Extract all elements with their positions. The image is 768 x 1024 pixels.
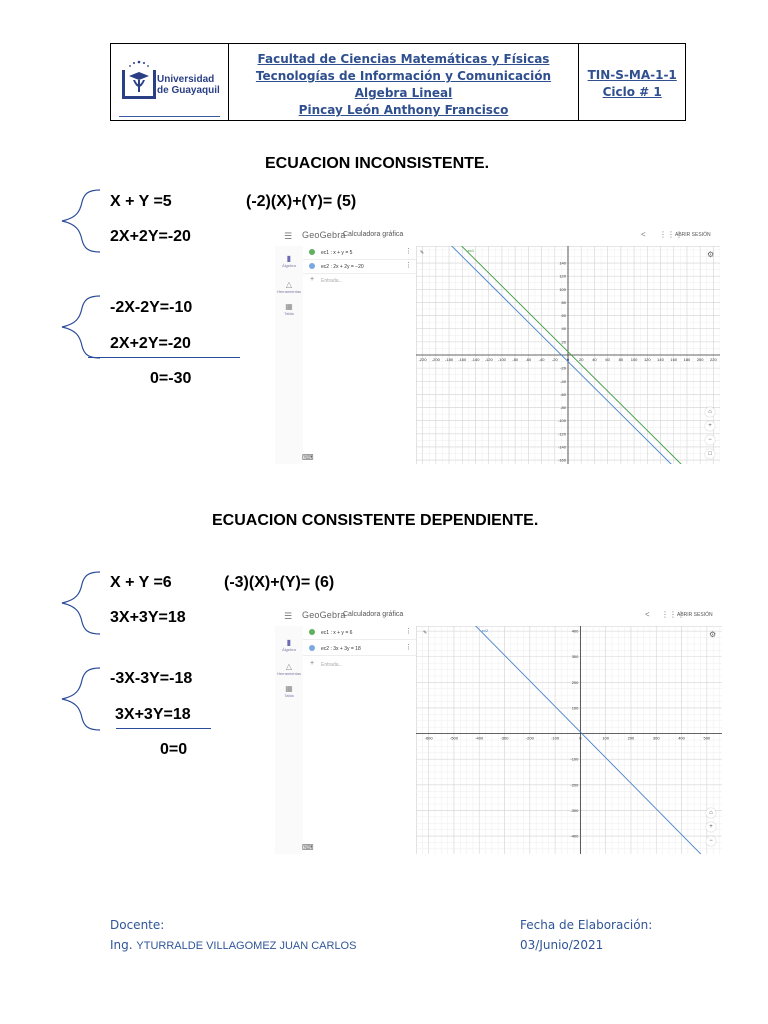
y-tick-label: 400 bbox=[571, 628, 579, 634]
fecha-value: 03/Junio/2021 bbox=[520, 938, 604, 952]
tools-icon: △ bbox=[285, 280, 293, 289]
section1-result: 0=-30 bbox=[150, 370, 192, 387]
plus-icon: + bbox=[310, 660, 315, 667]
course-code: TIN-S-MA-1-1 bbox=[587, 68, 677, 82]
y-tick-label: -100 bbox=[570, 756, 579, 762]
graphics-view-1 bbox=[416, 246, 720, 464]
x-tick-label: -180 bbox=[445, 357, 454, 362]
x-tick-label: 0 bbox=[566, 357, 570, 362]
logo-underline bbox=[119, 116, 220, 117]
sidebar-tools-label: Herramientas bbox=[276, 289, 301, 294]
geogebra-screenshot-1 bbox=[275, 226, 720, 464]
x-tick-label: -300 bbox=[500, 735, 509, 741]
docente-prefix: Ing. bbox=[110, 938, 133, 952]
x-tick-label: -600 bbox=[424, 735, 433, 741]
y-tick-label: 20 bbox=[561, 339, 566, 345]
section1-eq2: 2X+2Y=-20 bbox=[110, 228, 191, 245]
plus-icon: + bbox=[310, 276, 315, 283]
apps-grid-icon: ⋮⋮⋮ bbox=[661, 610, 685, 619]
student-name: Pincay León Anthony Francisco bbox=[298, 103, 509, 117]
section2-eq2: 3X+3Y=18 bbox=[110, 609, 186, 626]
cycle-number: Ciclo # 1 bbox=[602, 85, 662, 99]
university-name bbox=[157, 74, 220, 96]
x-tick-label: 160 bbox=[670, 357, 678, 362]
input-placeholder: Entrada... bbox=[321, 278, 343, 284]
visibility-dot bbox=[309, 629, 315, 635]
y-tick-label: 140 bbox=[559, 260, 566, 266]
x-tick-label: -60 bbox=[525, 357, 532, 362]
algebra-row-2 bbox=[303, 642, 416, 656]
algebra-view bbox=[303, 626, 417, 854]
university-name-line2: de Guayaquil bbox=[157, 85, 220, 96]
x-tick-label: -160 bbox=[458, 357, 467, 362]
graphics-view-2 bbox=[416, 626, 722, 854]
algebra-input-row bbox=[303, 274, 416, 287]
algebra-row-2 bbox=[303, 260, 416, 274]
geogebra-sidebar bbox=[275, 626, 304, 854]
y-tick-label: 60 bbox=[561, 313, 566, 319]
sidebar-algebra bbox=[275, 638, 303, 652]
brace-icon bbox=[58, 294, 102, 360]
x-tick-label: 500 bbox=[703, 735, 711, 741]
visibility-dot bbox=[309, 249, 315, 255]
tools-icon: △ bbox=[285, 662, 293, 671]
section1-eq1: X + Y =5 bbox=[110, 193, 172, 210]
university-name-line1: Universidad bbox=[157, 74, 215, 85]
x-tick-label: -40 bbox=[538, 357, 545, 362]
more-icon: ⋮ bbox=[405, 644, 412, 651]
career-name: Tecnologías de Información y Comunicación bbox=[255, 69, 552, 83]
more-icon: ⋮ bbox=[405, 628, 412, 635]
x-tick-label: 100 bbox=[630, 357, 638, 362]
y-tick-label: 40 bbox=[561, 326, 566, 332]
zoom-in-icon: + bbox=[706, 822, 716, 832]
plot2-group bbox=[416, 626, 722, 854]
x-tick-label: -140 bbox=[471, 357, 480, 362]
calculator-icon: ▮ bbox=[286, 254, 292, 263]
algebra-view bbox=[303, 246, 417, 464]
apps-grid-icon: ⋮⋮⋮ bbox=[659, 230, 683, 239]
x-tick-label: 120 bbox=[643, 357, 651, 362]
x-tick-label: -120 bbox=[484, 357, 493, 362]
sidebar-tools bbox=[275, 662, 303, 676]
x-tick-label: 200 bbox=[696, 357, 704, 362]
calculator-icon: ▮ bbox=[286, 638, 292, 647]
y-tick-label: -40 bbox=[560, 378, 566, 384]
app-name: Calculadora gráfica bbox=[343, 231, 404, 238]
header-code bbox=[579, 44, 685, 120]
brace-icon bbox=[58, 570, 102, 636]
y-tick-label: 100 bbox=[559, 286, 566, 292]
x-tick-label: -100 bbox=[497, 357, 506, 362]
section2-title: ECUACION CONSISTENTE DEPENDIENTE. bbox=[212, 512, 539, 529]
x-tick-label: -500 bbox=[449, 735, 458, 741]
x-tick-label: 200 bbox=[627, 735, 635, 741]
y-tick-label: -80 bbox=[560, 405, 566, 411]
geogebra-toolbar bbox=[275, 226, 720, 247]
header-titles bbox=[229, 44, 580, 120]
graph-style-icon: ✎ bbox=[420, 250, 425, 256]
y-tick-label: -60 bbox=[560, 391, 566, 397]
keyboard-icon: ⌨ bbox=[302, 453, 314, 462]
table-icon: ▦ bbox=[285, 684, 293, 693]
algebra-input-row bbox=[303, 658, 416, 671]
x-tick-label: 180 bbox=[683, 357, 691, 362]
x-tick-label: -200 bbox=[431, 357, 440, 362]
y-tick-label: -160 bbox=[557, 457, 566, 463]
visibility-dot bbox=[309, 263, 315, 269]
login-link: ABRIR SESIÓN bbox=[675, 232, 711, 238]
x-tick-label: 140 bbox=[657, 357, 664, 362]
plot1-group bbox=[416, 246, 720, 464]
settings-gear-icon: ⚙ bbox=[707, 250, 715, 259]
share-icon: < bbox=[641, 230, 646, 239]
graph-style-icon: ✎ bbox=[423, 630, 428, 636]
sidebar-algebra-label: Álgebra bbox=[282, 647, 296, 652]
x-tick-label: -80 bbox=[512, 357, 519, 362]
y-tick-label: -120 bbox=[557, 431, 566, 437]
section2-step2: 3X+3Y=18 bbox=[115, 706, 191, 723]
section2-step1: -3X-3Y=-18 bbox=[110, 670, 193, 687]
y-tick-label: 80 bbox=[561, 299, 566, 305]
section1-multiplier: (-2)(X)+(Y)= (5) bbox=[246, 193, 357, 210]
x-tick-label: 300 bbox=[652, 735, 660, 741]
line-label: ec2 bbox=[481, 628, 489, 633]
y-tick-label: -400 bbox=[570, 833, 579, 839]
sidebar-table bbox=[275, 684, 303, 698]
x-tick-label: -200 bbox=[525, 735, 534, 741]
menu-icon: ☰ bbox=[284, 611, 293, 621]
faculty-name: Facultad de Ciencias Matemáticas y Físicas bbox=[257, 52, 550, 66]
section2-multiplier: (-3)(X)+(Y)= (6) bbox=[224, 574, 335, 591]
subject-name: Algebra Lineal bbox=[354, 86, 453, 100]
section1-title: ECUACION INCONSISTENTE. bbox=[265, 155, 490, 172]
menu-icon: ☰ bbox=[284, 231, 293, 241]
x-tick-label: 60 bbox=[605, 357, 610, 362]
sidebar-table-label: Tabla bbox=[284, 693, 294, 698]
sidebar-tools bbox=[275, 280, 303, 294]
sidebar-algebra-label: Álgebra bbox=[282, 263, 296, 268]
more-icon: ⋮ bbox=[405, 248, 412, 255]
y-tick-label: -20 bbox=[560, 365, 566, 371]
input-placeholder: Entrada... bbox=[321, 662, 343, 668]
table-icon: ▦ bbox=[285, 302, 293, 311]
geogebra-brand: GeoGebra bbox=[302, 230, 346, 240]
logo-cell bbox=[111, 44, 229, 120]
fullscreen-icon: □ bbox=[705, 449, 715, 459]
x-tick-label: -220 bbox=[418, 357, 427, 362]
sum-line bbox=[116, 728, 211, 729]
home-icon: ⌂ bbox=[706, 808, 716, 818]
y-tick-label: 120 bbox=[559, 273, 566, 279]
x-tick-label: 100 bbox=[602, 735, 610, 741]
x-tick-label: 0 bbox=[579, 735, 582, 741]
x-tick-label: 220 bbox=[710, 357, 717, 362]
zoom-out-icon: − bbox=[705, 435, 715, 445]
docente-label: Docente: bbox=[110, 918, 165, 932]
section1-step2: 2X+2Y=-20 bbox=[110, 335, 191, 352]
share-icon: < bbox=[645, 610, 650, 619]
section2-result: 0=0 bbox=[160, 741, 188, 758]
home-icon: ⌂ bbox=[705, 407, 715, 417]
y-tick-label: 100 bbox=[571, 705, 579, 711]
x-tick-label: -20 bbox=[551, 357, 558, 362]
section1-step1: -2X-2Y=-10 bbox=[110, 299, 193, 316]
docente-name: YTURRALDE VILLAGOMEZ JUAN CARLOS bbox=[136, 940, 357, 952]
login-link: ABRIR SESIÓN bbox=[677, 612, 713, 618]
settings-gear-icon: ⚙ bbox=[709, 630, 717, 639]
brace-icon bbox=[58, 666, 102, 732]
docente-line bbox=[110, 938, 356, 952]
x-tick-label: 40 bbox=[592, 357, 597, 362]
expression-ec1: ec1 : x + y = 5 bbox=[321, 250, 353, 256]
section2-eq1: X + Y =6 bbox=[110, 574, 172, 591]
x-tick-label: 20 bbox=[578, 357, 584, 362]
line-label: ec1 bbox=[467, 248, 475, 253]
expression-ec2: ec2 : 3x + 3y = 18 bbox=[321, 646, 361, 652]
fecha-label: Fecha de Elaboración: bbox=[520, 918, 653, 932]
y-tick-label: -300 bbox=[570, 807, 579, 813]
x-tick-label: -400 bbox=[475, 735, 484, 741]
geogebra-sidebar bbox=[275, 246, 304, 464]
sidebar-algebra bbox=[275, 254, 303, 268]
sidebar-table-label: Tabla bbox=[284, 311, 294, 316]
geogebra-brand: GeoGebra bbox=[302, 610, 346, 620]
sidebar-table bbox=[275, 302, 303, 316]
zoom-in-icon: + bbox=[705, 421, 715, 431]
expression-ec1: ec1 : x + y = 6 bbox=[321, 630, 353, 636]
x-tick-label: -100 bbox=[551, 735, 560, 741]
more-icon: ⋮ bbox=[405, 262, 412, 269]
y-tick-label: -140 bbox=[557, 444, 566, 450]
keyboard-icon: ⌨ bbox=[302, 843, 314, 852]
expression-ec2: ec2 : 2x + 2y = −20 bbox=[321, 264, 364, 270]
y-tick-label: 200 bbox=[571, 679, 579, 685]
geogebra-screenshot-2 bbox=[275, 606, 722, 854]
x-tick-label: 400 bbox=[678, 735, 685, 741]
algebra-row-1 bbox=[303, 626, 416, 640]
x-tick-label: 80 bbox=[618, 357, 624, 362]
geogebra-toolbar bbox=[275, 606, 722, 627]
y-tick-label: -100 bbox=[557, 418, 566, 424]
algebra-row-1 bbox=[303, 246, 416, 260]
brace-icon bbox=[58, 188, 102, 254]
zoom-out-icon: − bbox=[706, 836, 716, 846]
app-name: Calculadora gráfica bbox=[343, 611, 404, 618]
sum-line bbox=[88, 357, 240, 358]
y-tick-label: 300 bbox=[571, 654, 579, 660]
sidebar-tools-label: Herramientas bbox=[276, 671, 301, 676]
university-logo-icon bbox=[121, 58, 157, 102]
visibility-dot bbox=[309, 645, 315, 651]
y-tick-label: -200 bbox=[570, 782, 579, 788]
document-header bbox=[110, 43, 686, 121]
